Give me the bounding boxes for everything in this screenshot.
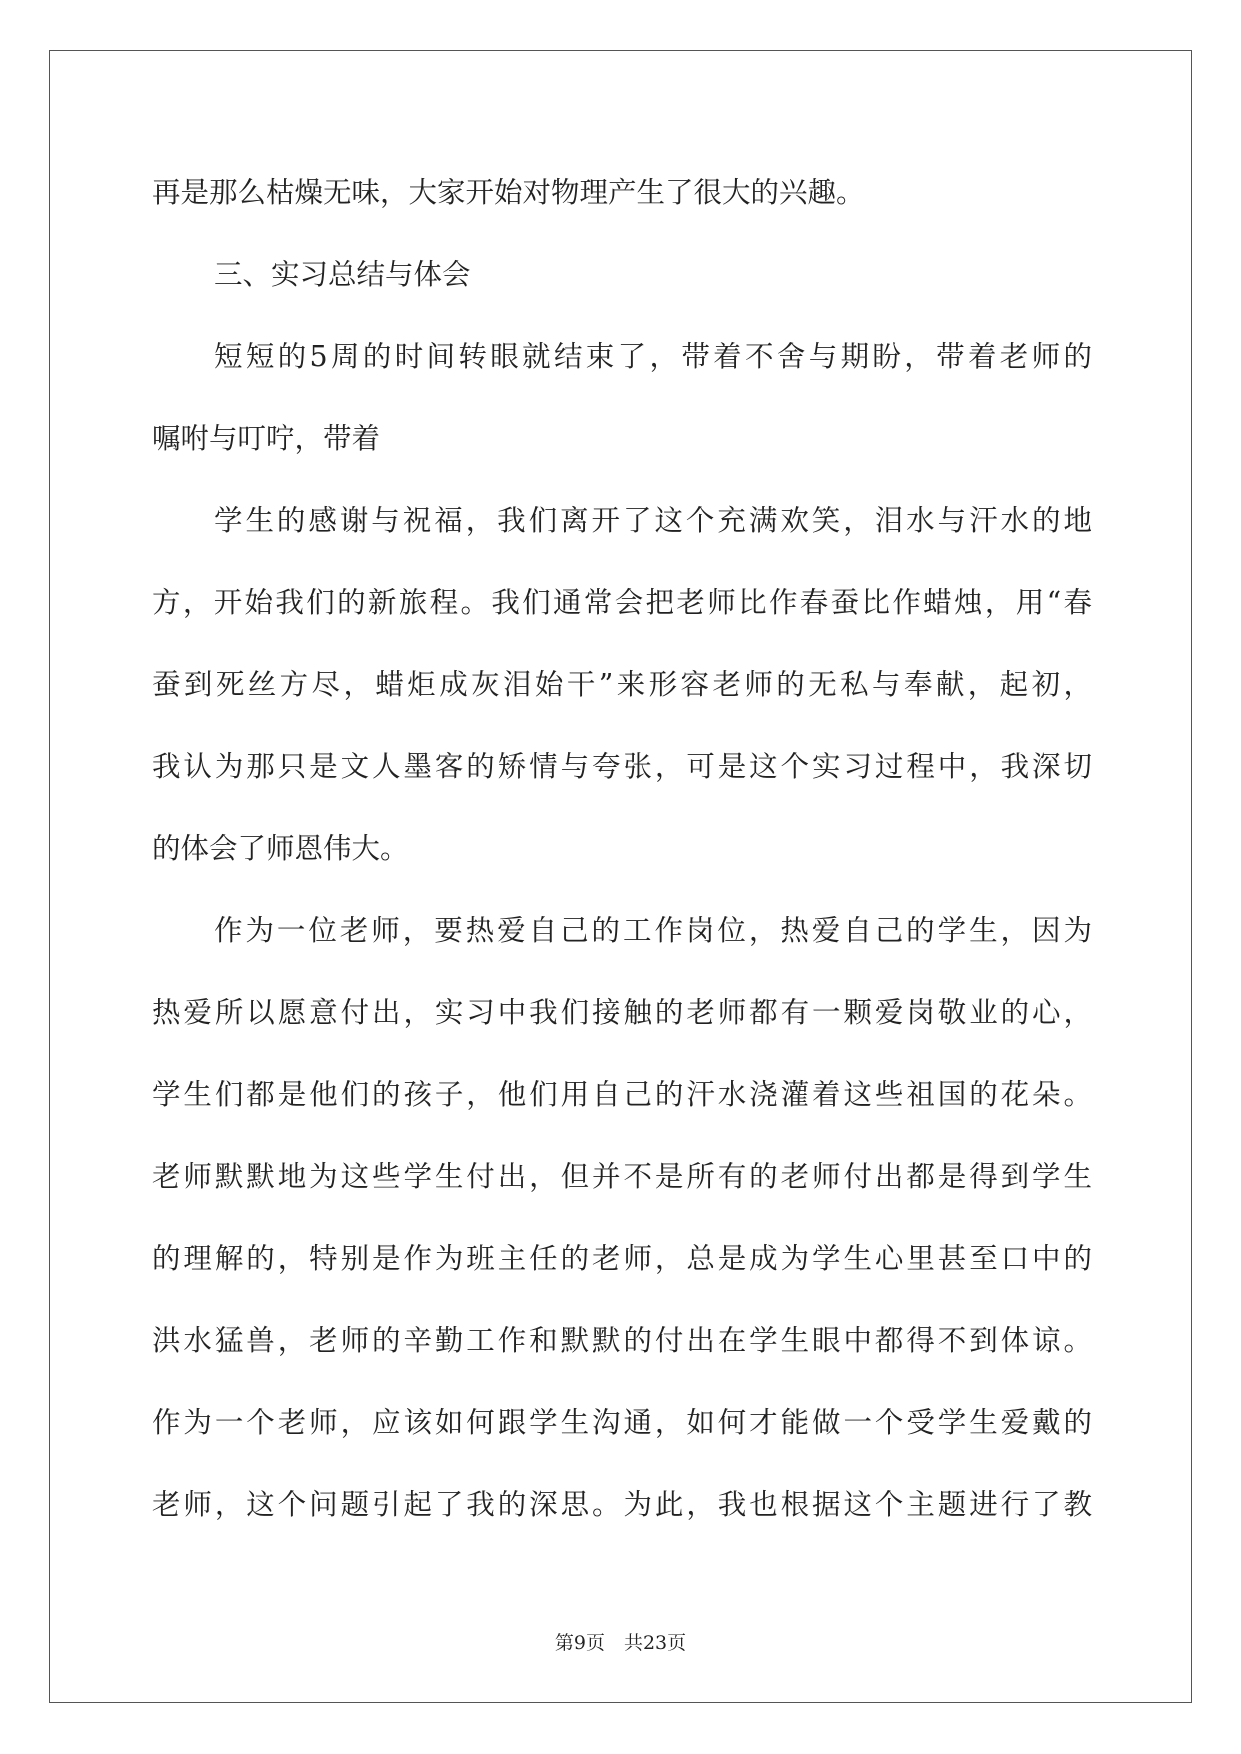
text-line: 再是那么枯燥无味，大家开始对物理产生了很大的兴趣。	[152, 176, 865, 209]
section-heading: 三、实习总结与体会	[214, 258, 471, 291]
text-line: 的理解的，特别是作为班主任的老师，总是成为学生心里甚至口中的	[152, 1242, 1092, 1275]
text-line: 热爱所以愿意付出，实习中我们接触的老师都有一颗爱岗敬业的心，	[152, 996, 1092, 1029]
text-line: 学生的感谢与祝福，我们离开了这个充满欢笑，泪水与汗水的地	[214, 504, 1092, 537]
text-line: 学生们都是他们的孩子，他们用自己的汗水浇灌着这些祖国的花朵。	[152, 1078, 1092, 1111]
text-line: 的体会了师恩伟大。	[152, 832, 409, 865]
text-line: 老师，这个问题引起了我的深思。为此，我也根据这个主题进行了教	[152, 1488, 1092, 1521]
text-line: 洪水猛兽，老师的辛勤工作和默默的付出在学生眼中都得不到体谅。	[152, 1324, 1092, 1357]
text-line: 方，开始我们的新旅程。我们通常会把老师比作春蚕比作蜡烛，用“春	[152, 586, 1092, 619]
text-line: 作为一位老师，要热爱自己的工作岗位，热爱自己的学生，因为	[214, 914, 1092, 947]
document-body	[152, 165, 1092, 1559]
text-line: 老师默默地为这些学生付出，但并不是所有的老师付出都是得到学生	[152, 1160, 1092, 1193]
text-line: 嘱咐与叮咛，带着	[152, 422, 381, 455]
page-number: 第9页 共23页	[554, 1632, 687, 1654]
text-line: 我认为那只是文人墨客的矫情与夸张，可是这个实习过程中，我深切	[152, 750, 1092, 783]
text-line: 短短的5周的时间转眼就结束了，带着不舍与期盼，带着老师的	[214, 340, 1092, 373]
text-line: 蚕到死丝方尽，蜡炬成灰泪始干”来形容老师的无私与奉献，起初，	[152, 668, 1092, 701]
text-line: 作为一个老师，应该如何跟学生沟通，如何才能做一个受学生爱戴的	[152, 1406, 1092, 1439]
